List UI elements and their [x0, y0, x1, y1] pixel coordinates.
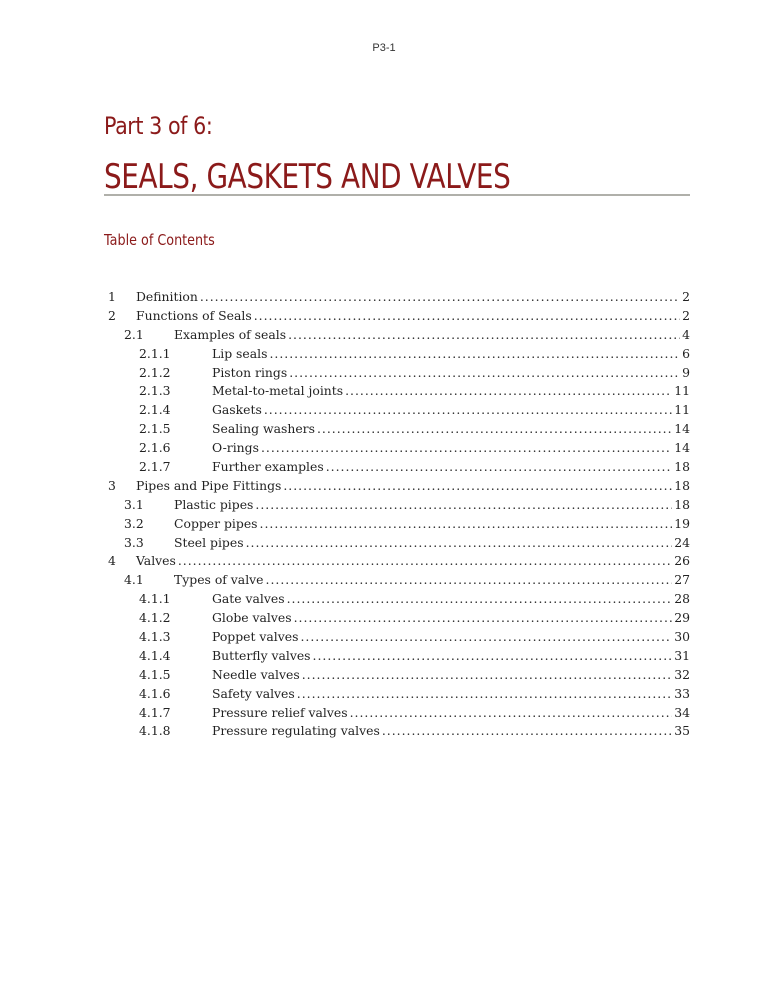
toc-entry-page: 11	[674, 402, 690, 418]
toc-entry[interactable]	[104, 439, 690, 458]
toc-entry-page: 19	[674, 515, 690, 531]
dot-leader	[200, 288, 680, 307]
toc-entry-page: 18	[674, 459, 690, 475]
toc-entry-title: Safety valves	[212, 685, 295, 701]
toc-entry[interactable]	[104, 496, 690, 515]
toc-entry[interactable]	[104, 704, 690, 723]
toc-entry-title: Lip seals	[212, 345, 268, 361]
dot-leader	[294, 609, 673, 628]
toc-heading: Table of Contents	[104, 231, 215, 249]
toc-entry-number: 4.1.1	[139, 591, 171, 607]
dot-leader	[288, 326, 680, 345]
toc-entry-page: 14	[674, 421, 690, 437]
toc-entry-title: Metal-to-metal joints	[212, 383, 344, 399]
toc-entry-number: 4.1.5	[139, 666, 171, 682]
toc-entry-title: Butterfly valves	[212, 647, 311, 663]
toc-entry-page: 24	[674, 534, 690, 550]
dot-leader	[302, 666, 673, 685]
toc-entry-title: Needle valves	[212, 666, 300, 682]
dot-leader	[266, 571, 673, 590]
toc-entry[interactable]	[104, 571, 690, 590]
toc-entry-title: Poppet valves	[212, 629, 299, 645]
toc-entry[interactable]	[104, 326, 690, 345]
dot-leader	[264, 401, 672, 420]
toc-entry[interactable]	[104, 364, 690, 383]
toc-entry[interactable]	[104, 288, 690, 307]
toc-entry[interactable]	[104, 477, 690, 496]
toc-entry-title: Gaskets	[212, 402, 262, 418]
toc-entry-page: 32	[674, 666, 690, 682]
toc-entry-page: 34	[674, 704, 690, 720]
toc-entry-number: 2.1.1	[139, 345, 171, 361]
toc-entry-title: Pressure regulating valves	[212, 723, 380, 739]
dot-leader	[261, 439, 672, 458]
toc-entry[interactable]	[104, 628, 690, 647]
toc-entry-title: O-rings	[212, 440, 259, 456]
toc-entry-number: 2.1.5	[139, 421, 171, 437]
dot-leader	[382, 722, 672, 741]
dot-leader	[326, 458, 673, 477]
dot-leader	[350, 704, 673, 723]
toc-entry-page: 28	[674, 591, 690, 607]
toc-entry-page: 11	[674, 383, 690, 399]
dot-leader	[297, 685, 672, 704]
toc-entry-page: 2	[682, 307, 690, 323]
toc-entry-number: 4.1.8	[139, 723, 171, 739]
toc-entry-title: Valves	[136, 553, 176, 569]
toc-entry[interactable]	[104, 722, 690, 741]
toc-entry[interactable]	[104, 685, 690, 704]
toc-entry-number: 3.2	[124, 515, 144, 531]
toc-entry-number: 1	[108, 289, 116, 304]
dot-leader	[317, 420, 672, 439]
toc-entry-number: 2.1.7	[139, 459, 171, 475]
dot-leader	[313, 647, 673, 666]
toc-entry-title: Sealing washers	[212, 421, 315, 437]
toc-entry-title: Steel pipes	[174, 534, 244, 550]
toc-entry-title: Copper pipes	[174, 515, 258, 531]
toc-entry-number: 2.1.3	[139, 383, 171, 399]
toc-entry-page: 9	[682, 364, 690, 380]
toc-entry-title: Definition	[136, 289, 198, 304]
toc-entry-number: 4.1.7	[139, 704, 171, 720]
toc-entry-page: 6	[682, 345, 690, 361]
toc-entry-number: 4.1.3	[139, 629, 171, 645]
toc-entry-title: Types of valve	[174, 572, 264, 588]
toc-entry-page: 29	[674, 610, 690, 626]
toc-entry-title: Gate valves	[212, 591, 285, 607]
toc-entry-title: Examples of seals	[174, 326, 287, 342]
toc-entry-number: 4	[108, 553, 116, 569]
toc-entry-title: Functions of Seals	[136, 307, 252, 323]
toc-entry[interactable]	[104, 647, 690, 666]
toc-entry-number: 2.1.4	[139, 402, 171, 418]
toc-entry-number: 3.3	[124, 534, 144, 550]
toc-entry-number: 3.1	[124, 496, 144, 512]
dot-leader	[287, 590, 673, 609]
toc-entry-number: 2.1.2	[139, 364, 171, 380]
table-of-contents	[104, 288, 690, 741]
dot-leader	[260, 515, 673, 534]
toc-entry-page: 2	[682, 289, 690, 304]
dot-leader	[283, 477, 672, 496]
toc-entry-page: 31	[674, 647, 690, 663]
toc-entry-number: 4.1.4	[139, 647, 171, 663]
dot-leader	[178, 552, 672, 571]
toc-entry-title: Globe valves	[212, 610, 292, 626]
toc-entry[interactable]	[104, 609, 690, 628]
toc-entry-number: 3	[108, 477, 116, 493]
toc-entry[interactable]	[104, 382, 690, 401]
toc-entry-number: 4.1	[124, 572, 144, 588]
toc-entry-title: Piston rings	[212, 364, 288, 380]
toc-entry[interactable]	[104, 552, 690, 571]
toc-entry-page: 26	[674, 553, 690, 569]
toc-entry[interactable]	[104, 534, 690, 553]
toc-entry-page: 30	[674, 629, 690, 645]
toc-entry[interactable]	[104, 590, 690, 609]
toc-entry-page: 33	[674, 685, 690, 701]
toc-entry[interactable]	[104, 401, 690, 420]
toc-entry-title: Pressure relief valves	[212, 704, 348, 720]
toc-entry-page: 18	[674, 496, 690, 512]
toc-entry-number: 4.1.2	[139, 610, 171, 626]
toc-entry-page: 18	[674, 477, 690, 493]
toc-entry[interactable]	[104, 515, 690, 534]
toc-entry-number: 4.1.6	[139, 685, 171, 701]
toc-entry-page: 4	[682, 326, 690, 342]
toc-entry-page: 27	[674, 572, 690, 588]
dot-leader	[289, 364, 680, 383]
toc-entry-number: 2.1	[124, 326, 144, 342]
toc-entry[interactable]	[104, 420, 690, 439]
dot-leader	[269, 345, 680, 364]
toc-entry[interactable]	[104, 307, 690, 326]
toc-entry-page: 35	[674, 723, 690, 739]
page-number-header: P3-1	[372, 42, 396, 54]
document-title: SEALS, GASKETS AND VALVES	[104, 157, 511, 197]
dot-leader	[300, 628, 672, 647]
toc-entry-page: 14	[674, 440, 690, 456]
toc-entry-number: 2	[108, 307, 116, 323]
toc-entry[interactable]	[104, 345, 690, 364]
dot-leader	[246, 534, 673, 553]
toc-entry-title: Plastic pipes	[174, 496, 254, 512]
toc-entry[interactable]	[104, 458, 690, 477]
dot-leader	[345, 382, 672, 401]
dot-leader	[254, 307, 680, 326]
dot-leader	[255, 496, 672, 515]
part-subtitle: Part 3 of 6:	[104, 112, 213, 140]
toc-entry-title: Further examples	[212, 459, 324, 475]
title-divider	[104, 194, 690, 196]
toc-entry-number: 2.1.6	[139, 440, 171, 456]
toc-entry[interactable]	[104, 666, 690, 685]
toc-entry-title: Pipes and Pipe Fittings	[136, 477, 282, 493]
